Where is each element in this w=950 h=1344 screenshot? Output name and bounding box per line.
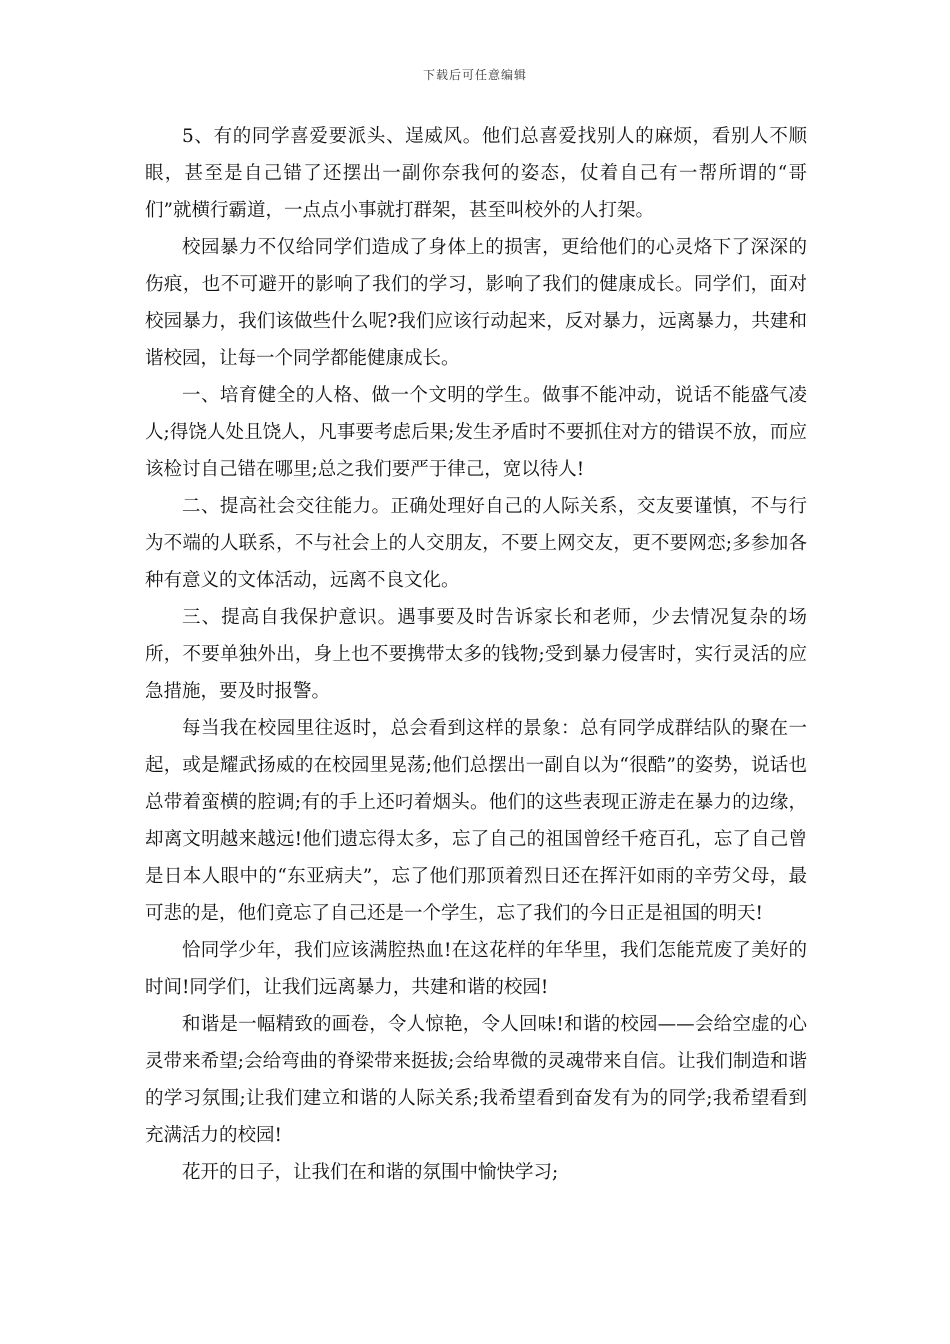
paragraph: 和谐是一幅精致的画卷，令人惊艳，令人回味!和谐的校园——会给空虚的心灵带来希望;会给弯曲的脊梁带来挺拔;会给卑微的灵魂带来自信。让我们制造和谐的学习氛围;让我们建立和谐的人际关系;我希望看到奋发有为的同学;我希望看到充满活力的校园! (145, 1014, 807, 1146)
document-body (145, 118, 807, 1191)
paragraph: 每当我在校园里往返时，总会看到这样的景象：总有同学成群结队的聚在一起，或是耀武扬威的在校园里晃荡;他们总摆出一副自以为“很酷”的姿势，说话也总带着蛮横的腔调;有的手上还叼着烟头。他们的这些表现正游走在暴力的边缘，却离文明越来越远!他们遗忘得太多，忘了自己的祖国曾经千疮百孔，忘了自己曾是日本人眼中的“东亚病夫”，忘了他们那顶着烈日还在挥汗如雨的辛劳父母，最可悲的是，他们竟忘了自己还是一个学生，忘了我们的今日正是祖国的明天! (145, 718, 807, 924)
paragraph: 二、提高社会交往能力。正确处理好自己的人际关系，交友要谨慎，不与行为不端的人联系，不与社会上的人交朋友，不要上网交友，更不要网恋;多参加各种有意义的文体活动，远离不良文化。 (145, 496, 807, 591)
paragraph: 三、提高自我保护意识。遇事要及时告诉家长和老师，少去情况复杂的场所，不要单独外出，身上也不要携带太多的钱物;受到暴力侵害时，实行灵活的应急措施，要及时报警。 (145, 607, 807, 702)
paragraph: 恰同学少年，我们应该满腔热血!在这花样的年华里，我们怎能荒废了美好的时间!同学们，让我们远离暴力，共建和谐的校园! (145, 940, 807, 998)
header-note: 下载后可任意编辑 (422, 68, 527, 82)
paragraph: 花开的日子，让我们在和谐的氛围中愉快学习; (182, 1162, 559, 1183)
paragraph: 一、培育健全的人格、做一个文明的学生。做事不能冲动，说话不能盛气凌人;得饶人处且饶人，凡事要考虑后果;发生矛盾时不要抓住对方的错误不放，而应该检讨自己错在哪里;总之我们要严于律己，宽以待人! (145, 385, 807, 480)
paragraph: 5、有的同学喜爱要派头、逞威风。他们总喜爱找别人的麻烦，看别人不顺眼，甚至是自己错了还摆出一副你奈我何的姿态，仗着自己有一帮所谓的“哥们”就横行霸道，一点点小事就打群架，甚至叫校外的人打架。 (145, 126, 807, 221)
paragraph: 校园暴力不仅给同学们造成了身体上的损害，更给他们的心灵烙下了深深的伤痕，也不可避开的影响了我们的学习，影响了我们的健康成长。同学们，面对校园暴力，我们该做些什么呢?我们应该行动起来，反对暴力，远离暴力，共建和谐校园，让每一个同学都能健康成长。 (145, 237, 807, 369)
